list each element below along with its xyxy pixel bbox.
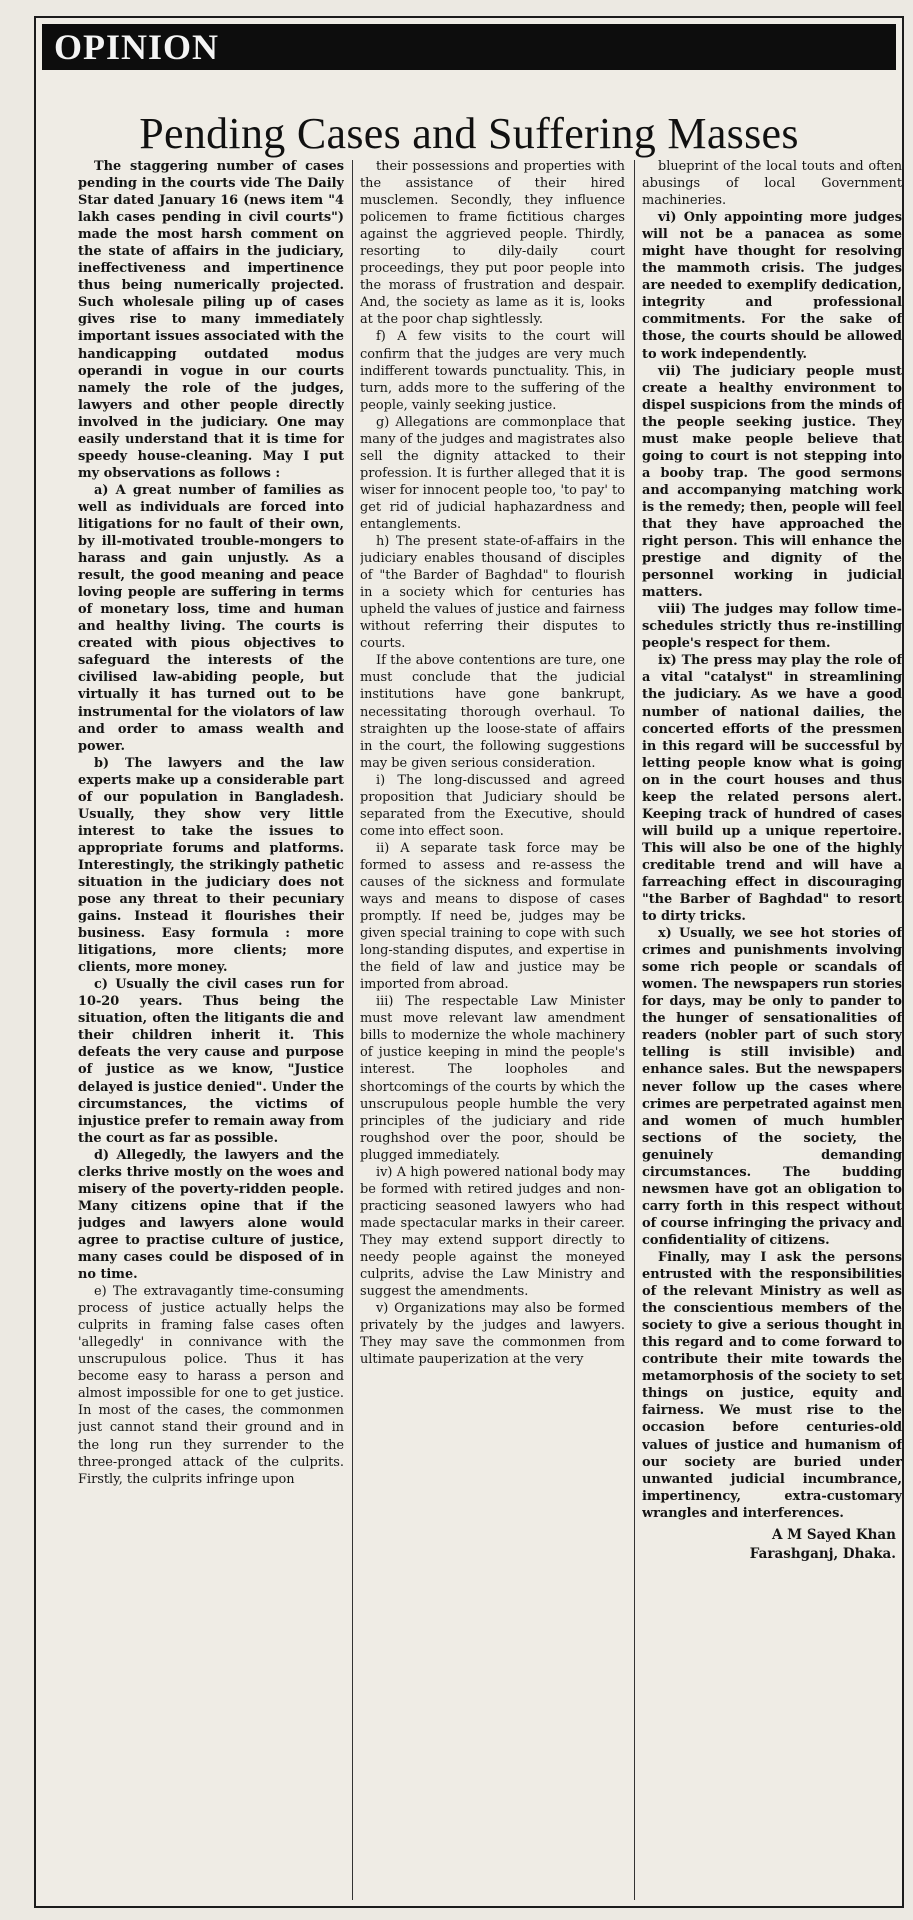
article-paragraph: If the above contentions are ture, one must conclude that the judicial institutions have gone bankrupt, necessitating thorough overhaul. To straighten up the loose-state of affairs in the court, the following suggestions may be given serious consideration. xyxy=(360,653,625,771)
article-paragraph: Finally, may I ask the persons entrusted with the responsibilities of the relevant Ministry as well as the conscientious members of the society to give a serious thought in this regard and to come forward to contribute their mite towards the metamorphosis of the society to set things on justice, equity and fairness. We must rise to the occasion before centuries-old values of justice and humanism of our society are buried under unwanted judicial incumbrance, impertinency, extra-customary wrangles and interferences. xyxy=(642,1250,902,1521)
article-paragraph: viii) The judges may follow time-schedules strictly thus re-instilling people's respect for them. xyxy=(642,602,902,652)
article-paragraph: d) Allegedly, the lawyers and the clerks thrive mostly on the woes and misery of the poverty-ridden people. Many citizens opine that if the judges and lawyers alone would agree to practise culture of justice, many cases could be disposed of in no time. xyxy=(78,1147,344,1283)
article-paragraph: ix) The press may play the role of a vital "catalyst" in streamlining the judiciary. As we have a good number of national dailies, the concerted efforts of the pressmen in this regard will be successful by letting people know what is going on in the court houses and thus keep the related persons alert. Keeping track of hundred of cases will build up a unique repertoire. This will also be one of the highly creditable trend and will have a farreaching effect in discouraging "the Barber of Baghdad" to resort to dirty tricks. xyxy=(642,653,902,925)
article-paragraph: b) The lawyers and the law experts make up a considerable part of our population in Bangladesh. Usually, they show very little interest to take the issues to appropriate forums and platforms. Interestingly, the strikingly pathetic situation in the judiciary does not pose any threat to their pecuniary gains. Instead it flourishes their business. Easy formula : more litigations, more clients; more clients, more money. xyxy=(78,755,344,976)
article-paragraph: g) Allegations are commonplace that many of the judges and magistrates also sell the dignity attacked to their profession. It is further alleged that it is wiser for innocent people too, 'to pay' to get rid of judicial haphazardness and entanglements. xyxy=(360,414,625,532)
column-divider xyxy=(352,160,353,1900)
article-paragraph: x) Usually, we see hot stories of crimes and punishments involving some rich people or scandals of women. The newspapers run stories for days, may be only to pander to the hunger of sensationalities of readers (nobler part of such story telling is still invisible) and enhance sales. But the newspapers never follow up the cases where crimes are perpetrated against men and women of much humbler sections of the society, the genuinely demanding circumstances. The budding newsmen have got an obligation to carry forth in this respect without of course infringing the privacy and confidentiality of citizens. xyxy=(642,926,902,1248)
article-paragraph: i) The long-discussed and agreed proposition that Judiciary should be separated from the Executive, should come into effect soon. xyxy=(360,772,625,839)
article-paragraph: iv) A high powered national body may be formed with retired judges and non-practicing seasoned lawyers who had made spectacular marks in their career. They may extend support directly to needy people against the moneyed culprits, advise the Law Ministry and suggest the amendments. xyxy=(360,1164,625,1300)
byline-location: Farashganj, Dhaka. xyxy=(749,1545,896,1562)
article-paragraph: c) Usually the civil cases run for 10-20 years. Thus being the situation, often the litigants die and their children inherit it. This defeats the very cause and purpose of justice as we know, "Justice delayed is justice denied". Under the circumstances, the victims of injustice prefer to remain away from the court as far as possible. xyxy=(78,977,344,1146)
article-paragraph: v) Organizations may also be formed privately by the judges and lawyers. They may save the commonmen from ultimate pauperization at the very xyxy=(360,1301,625,1368)
article-column-1 xyxy=(78,158,344,1903)
article-paragraph: blueprint of the local touts and often abusings of local Government machineries. xyxy=(642,159,902,209)
section-header-bar xyxy=(42,24,896,70)
byline-author: A M Sayed Khan xyxy=(772,1526,896,1543)
article-paragraph: iii) The respectable Law Minister must move relevant law amendment bills to modernize the whole machinery of justice keeping in mind the people's interest. The loopholes and shortcomings of the courts by which the unscrupulous people humble the very principles of the judiciary and ride roughshod over the poor, should be plugged immediately. xyxy=(360,994,625,1163)
article-paragraph: a) A great number of families as well as individuals are forced into litigations for no fault of their own, by ill-motivated trouble-mongers to harass and gain unjustly. As a result, the good meaning and peace loving people are suffering in terms of monetary loss, time and human and healthy living. The courts is created with pious objectives to safeguard the interests of the civilised law-abiding people, but virtually it has turned out to be instrumental for the violators of law and order to amass wealth and power. xyxy=(78,482,344,754)
article-paragraph: vi) Only appointing more judges will not be a panacea as some might have thought for resolving the mammoth crisis. The judges are needed to exemplify dedication, integrity and professional commitments. For the sake of those, the courts should be allowed to work independently. xyxy=(642,210,902,362)
section-label: OPINION xyxy=(54,27,220,67)
column-divider xyxy=(634,160,635,1900)
article-headline: Pending Cases and Suffering Masses xyxy=(139,109,799,159)
article-column-2 xyxy=(360,158,625,1903)
article-frame xyxy=(34,16,904,1908)
article-paragraph: h) The present state-of-affairs in the judiciary enables thousand of disciples of "the Barder of Baghdad" to flourish in a society which for centuries has upheld the values of justice and fairness without referring their disputes to courts. xyxy=(360,534,625,652)
article-paragraph: ii) A separate task force may be formed to assess and re-assess the causes of the sickness and formulate ways and means to dispose of cases promptly. If need be, judges may be given special training to cope with such long-standing disputes, and expertise in the field of law and justice may be imported from abroad. xyxy=(360,840,625,993)
article-column-3 xyxy=(642,158,902,1903)
article-paragraph: The staggering number of cases pending in the courts vide The Daily Star dated January 16 (news item "4 lakh cases pending in civil courts") made the most harsh comment on the state of affairs in the judiciary, ineffectiveness and impertinence thus being numerically projected. Such wholesale piling up of cases gives rise to many immediately important issues associated with the handicapping outdated modus operandi in vogue in our courts namely the role of the judges, lawyers and other people directly involved in the judiciary. One may easily understand that it is time for speedy house-cleaning. May I put my observations as follows : xyxy=(78,159,344,481)
article-paragraph: e) The extravagantly time-consuming process of justice actually helps the culprits in framing false cases often 'allegedly' in connivance with the unscrupulous police. Thus it has become easy to harass a person and almost impossible for one to get justice. In most of the cases, the commonmen just cannot stand their ground and in the long run they surrender to the three-pronged attack of the culprits. Firstly, the culprits infringe upon xyxy=(78,1284,344,1487)
article-paragraph: vii) The judiciary people must create a healthy environment to dispel suspicions from the minds of the people seeking justice. They must make people believe that going to court is not stepping into a booby trap. The good sermons and accompanying matching work is the remedy; then, people will feel that they have approached the right person. This will enhance the prestige and dignity of the personnel working in judicial matters. xyxy=(642,363,902,601)
article-paragraph: f) A few visits to the court will confirm that the judges are very much indifferent towards punctuality. This, in turn, adds more to the suffering of the people, vainly seeking justice. xyxy=(360,329,625,413)
article-paragraph: their possessions and properties with the assistance of their hired musclemen. Secondly, they influence policemen to frame fictitious charges against the aggrieved people. Thirdly, resorting to dily-daily court proceedings, they put poor people into the morass of frustration and despair. And, the society as lame as it is, looks at the poor chap sightlessly. xyxy=(360,159,625,328)
